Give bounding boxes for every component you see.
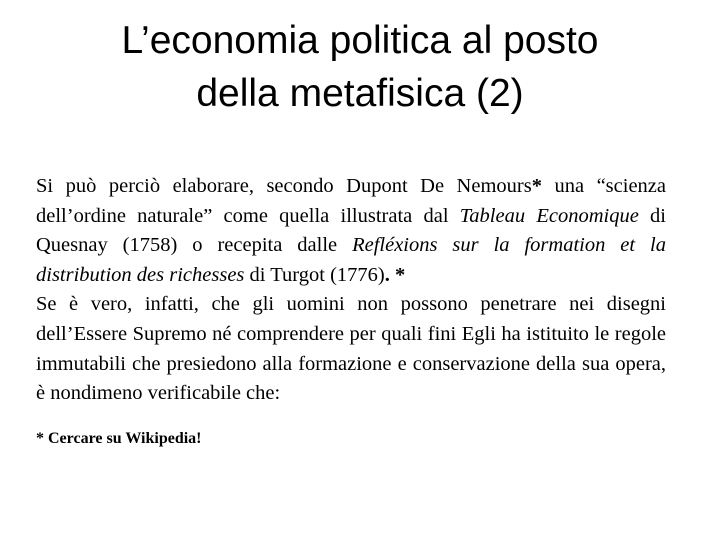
- para1-text-3: di Quesnay (1758) o recepita dalle: [36, 204, 666, 257]
- footnote-marker: *: [531, 175, 542, 197]
- footnote-marker-2: . *: [384, 263, 406, 286]
- body-paragraph-2: Se è vero, infatti, che gli uomini non possono penetrare nei disegni dell’Essere Supremo né comprendere per quali fini Egli ha istituito le regole immutabili che presiedono alla formazione e conservazione della sua opera, è nondimeno verificabile che:: [36, 293, 666, 405]
- body-paragraph-1: [36, 172, 666, 290]
- para1-text-2: una “scienza dell’ordine naturale” come quella illustrata dal: [36, 175, 666, 227]
- work-title-reflexions: Refléxions sur la formation et la distribution des richesses: [36, 234, 666, 286]
- slide-body: [36, 172, 666, 409]
- slide-title-line-2: della metafisica (2): [196, 72, 524, 115]
- para1-text-1: Si può perciò elaborare, secondo Dupont De Nemours: [36, 175, 532, 197]
- slide-title-line-1: L’economia politica al posto: [121, 19, 599, 62]
- slide-title: [40, 14, 680, 120]
- work-title-tableau: Tableau Economique: [459, 204, 639, 227]
- footnote: * Cercare su Wikipedia!: [36, 430, 202, 447]
- para1-text-4: di Turgot (1776): [244, 263, 385, 286]
